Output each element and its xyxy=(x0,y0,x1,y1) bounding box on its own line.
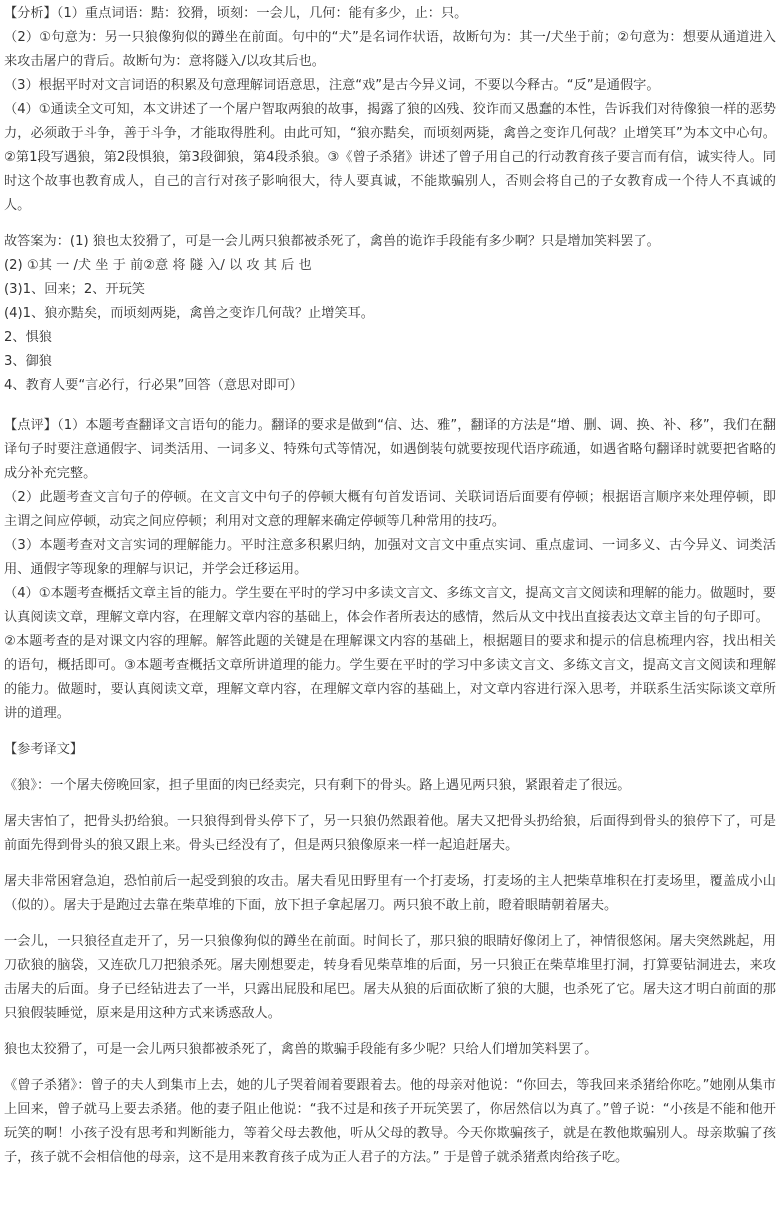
answer-line-3: (3)1、回来；2、开玩笑 xyxy=(4,282,145,297)
paragraph-gap xyxy=(4,918,776,930)
paragraph-gap xyxy=(4,858,776,870)
analysis-section xyxy=(4,2,776,218)
analysis-paragraph-4: （4）①通读全文可知，本文讲述了一个屠户智取两狼的故事，揭露了狼的凶残、狡诈而又愚蠢的本性，告诉我们对待像狼一样的恶势力，必须敢于斗争，善于斗争，才能取得胜利。由此可知，“狼亦黠矣，而顷刻两毙，禽兽之变诈几何哉？止增笑耳”为本文中心句。②第1段写遇狼，第2段惧狼，第3段御狼，第4段杀狼。③《曾子杀猪》讲述了曾子用自己的行动教育孩子要言而有信，诚实待人。同时这个故事也教育成人，自己的言行对孩子影响很大，待人要真诚，不能欺骗别人，否则会将自己的子女教育成一个待人不真诚的人。 xyxy=(4,102,776,213)
comment-paragraph-4: （4）①本题考查概括文章主旨的能力。学生要在平时的学习中多读文言文、多练文言文，提高文言文阅读和理解的能力。做题时，要认真阅读文章，理解文章内容，在理解文章内容的基础上，体会作者所表达的感情，然后从文中找出直接表达文章主旨的句子即可。 xyxy=(4,586,776,625)
paragraph-gap xyxy=(4,798,776,810)
section-gap xyxy=(4,726,776,738)
translation-section xyxy=(4,738,776,1170)
translation-paragraph-3: 屠夫非常困窘急迫，恐怕前后一起受到狼的攻击。屠夫看见田野里有一个打麦场，打麦场的主人把柴草堆积在打麦场里，覆盖成小山（似的）。屠夫于是跑过去靠在柴草堆的下面，放下担子拿起屠刀。两只狼不敢上前，瞪着眼睛朝着屠夫。 xyxy=(4,874,776,913)
translation-paragraph-6: 《曾子杀猪》：曾子的夫人到集市上去，她的儿子哭着闹着要跟着去。他的母亲对他说：“你回去，等我回来杀猪给你吃。”她刚从集市上回来，曾子就马上要去杀猪。他的妻子阻止他说：“我不过是和孩子开玩笑罢了，你居然信以为真了。”曾子说：“小孩是不能和他开玩笑的啊！小孩子没有思考和判断能力，等着父母去教他，听从父母的教导。今天你欺骗孩子，就是在教他欺骗别人。母亲欺骗了孩子，孩子就不会相信他的母亲，这不是用来教育孩子成为正人君子的方法。” 于是曾子就杀猪煮肉给孩子吃。 xyxy=(4,1078,776,1165)
answer-line-2: (2) ①其 一 /犬 坐 于 前②意 将 隧 入/ 以 攻 其 后 也 xyxy=(4,258,312,273)
answer-line-5: 2、惧狼 xyxy=(4,330,52,345)
comment-paragraph-3: （3）本题考查对文言实词的理解能力。平时注意多积累归纳，加强对文言文中重点实词、重点虚词、一词多义、古今异义、词类活用、通假字等现象的理解与识记，并学会迁移运用。 xyxy=(4,538,776,577)
analysis-paragraph-2: （2）①句意为：另一只狼像狗似的蹲坐在前面。句中的“犬”是名词作状语，故断句为：其一/犬坐于前；②句意为：想要从通道进入来攻击屠户的背后。故断句为：意将隧入/以攻其后也。 xyxy=(4,30,776,69)
translation-paragraph-5: 狼也太狡猾了，可是一会儿两只狼都被杀死了，禽兽的欺骗手段能有多少呢？只给人们增加笑料罢了。 xyxy=(4,1042,598,1057)
answer-line-6: 3、御狼 xyxy=(4,354,52,369)
comment-paragraph-1: 【点评】（1）本题考查翻译文言语句的能力。翻译的要求是做到“信、达、雅”，翻译的方法是“增、删、调、换、补、移”，我们在翻译句子时要注意通假字、词类活用、一词多义、特殊句式等情况，如遇倒装句就要按现代语序疏通，如遇省略句翻译时就要把省略的成分补充完整。 xyxy=(4,418,776,481)
translation-paragraph-4: 一会儿，一只狼径直走开了，另一只狼像狗似的蹲坐在前面。时间长了，那只狼的眼睛好像闭上了，神情很悠闲。屠夫突然跳起，用刀砍狼的脑袋，又连砍几刀把狼杀死。屠夫刚想要走，转身看见柴草堆的后面，另一只狼正在柴草堆里打洞，打算要钻洞进去，来攻击屠夫的后面。身子已经钻进去了一半，只露出屁股和尾巴。屠夫从狼的后面砍断了狼的大腿，也杀死了它。屠夫这才明白前面的那只狼假装睡觉，原来是用这种方式来诱惑敌人。 xyxy=(4,934,776,1021)
section-gap xyxy=(4,398,776,414)
analysis-paragraph-1: 【分析】（1）重点词语：黠：狡猾，顷刻：一会儿，几何：能有多少，止：只。 xyxy=(4,6,468,21)
translation-heading: 【参考译文】 xyxy=(4,742,84,757)
comment-paragraph-5: ②本题考查的是对课文内容的理解。解答此题的关键是在理解课文内容的基础上，根据题目的要求和提示的信息梳理内容，找出相关的语句，概括即可。③本题考查概括文章所讲道理的能力。学生要在平时的学习中多读文言文、多练文言文，提高文言文阅读和理解的能力。做题时，要认真阅读文章，理解文章内容，在理解文章内容的基础上，对文章内容进行深入思考，并联系生活实际谈文章所讲的道理。 xyxy=(4,634,776,721)
translation-paragraph-2: 屠夫害怕了，把骨头扔给狼。一只狼得到骨头停下了，另一只狼仍然跟着他。屠夫又把骨头扔给狼，后面得到骨头的狼停下了，可是前面先得到骨头的狼又跟上来。骨头已经没有了，但是两只狼像原来一样一起追赶屠夫。 xyxy=(4,814,776,853)
answer-section xyxy=(4,230,776,398)
answer-line-7: 4、教育人要“言必行，行必果”回答（意思对即可） xyxy=(4,378,303,393)
comment-paragraph-2: （2）此题考查文言句子的停顿。在文言文中句子的停顿大概有句首发语词、关联词语后面要有停顿；根据语言顺序来处理停顿，即主谓之间应停顿，动宾之间应停顿；利用对文意的理解来确定停顿等几种常用的技巧。 xyxy=(4,490,776,529)
analysis-paragraph-3: （3）根据平时对文言词语的积累及句意理解词语意思，注意“戏”是古今异义词，不要以今释古。“反”是通假字。 xyxy=(4,78,660,93)
section-gap xyxy=(4,218,776,230)
paragraph-gap xyxy=(4,762,776,774)
paragraph-gap xyxy=(4,1062,776,1074)
answer-line-1: 故答案为：(1) 狼也太狡猾了，可是一会儿两只狼都被杀死了，禽兽的诡诈手段能有多少啊？只是增加笑料罢了。 xyxy=(4,234,660,249)
comment-section xyxy=(4,414,776,726)
paragraph-gap xyxy=(4,1026,776,1038)
translation-paragraph-1: 《狼》：一个屠夫傍晚回家，担子里面的肉已经卖完，只有剩下的骨头。路上遇见两只狼，紧跟着走了很远。 xyxy=(4,778,631,793)
answer-line-4: (4)1、狼亦黠矣，而顷刻两毙，禽兽之变诈几何哉？止增笑耳。 xyxy=(4,306,374,321)
